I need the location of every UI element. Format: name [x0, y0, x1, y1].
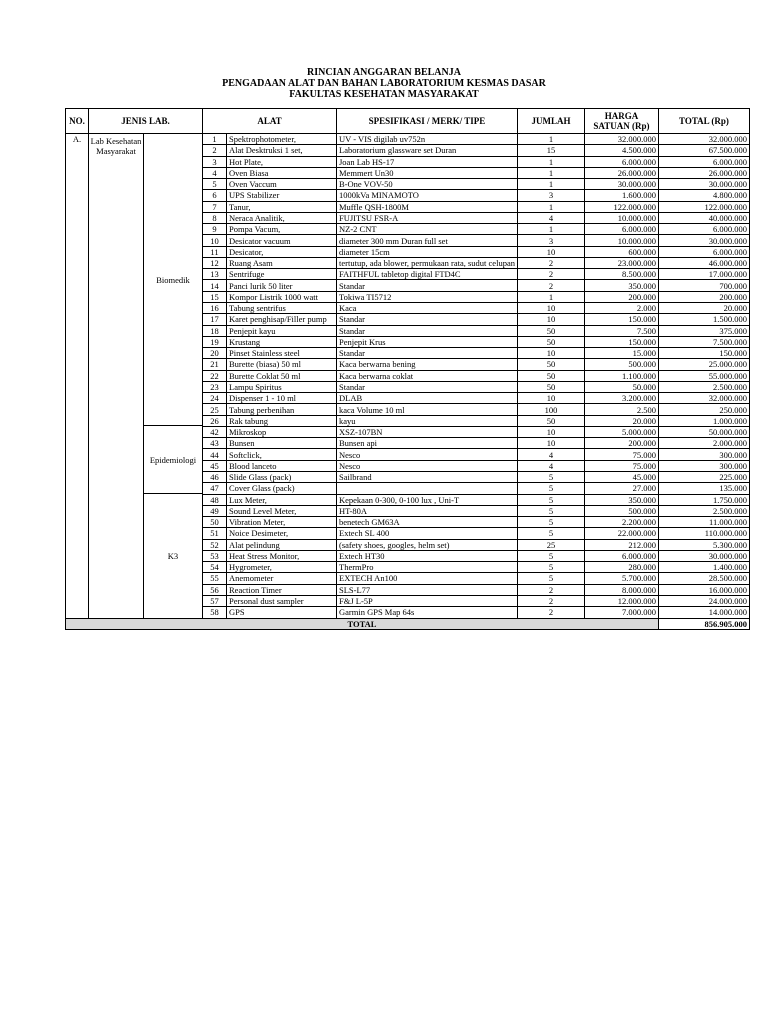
item-harga-satuan: 20.000	[584, 415, 658, 426]
item-alat: Burette (biasa) 50 ml	[227, 359, 337, 370]
item-jumlah: 5	[517, 550, 584, 561]
item-jumlah: 1	[517, 156, 584, 167]
item-number: 9	[203, 224, 227, 235]
item-total: 30.000.000	[658, 179, 749, 190]
item-jumlah: 50	[517, 336, 584, 347]
item-alat: Dispenser 1 - 10 ml	[227, 393, 337, 404]
item-jumlah: 10	[517, 438, 584, 449]
item-jumlah: 5	[517, 505, 584, 516]
item-number: 1	[203, 134, 227, 145]
item-harga-satuan: 1.100.000	[584, 370, 658, 381]
item-alat: Tabung perbenihan	[227, 404, 337, 415]
item-harga-satuan: 26.000.000	[584, 167, 658, 178]
item-total: 200.000	[658, 291, 749, 302]
item-number: 46	[203, 471, 227, 482]
item-total: 55.000.000	[658, 370, 749, 381]
item-spesifikasi: Standar	[337, 348, 518, 359]
item-jumlah: 2	[517, 257, 584, 268]
item-alat: Hygrometer,	[227, 562, 337, 573]
item-alat: Personal dust sampler	[227, 595, 337, 606]
group-name: K3	[144, 493, 202, 617]
item-jumlah: 4	[517, 449, 584, 460]
item-jumlah: 50	[517, 370, 584, 381]
item-alat: Ruang Asam	[227, 257, 337, 268]
item-alat: Kompor Listrik 1000 watt	[227, 291, 337, 302]
item-alat: Reaction Timer	[227, 584, 337, 595]
item-jumlah: 15	[517, 145, 584, 156]
item-number: 16	[203, 302, 227, 313]
item-alat: Tabung sentrifus	[227, 302, 337, 313]
item-jumlah: 25	[517, 539, 584, 550]
item-total: 6.000.000	[658, 246, 749, 257]
item-harga-satuan: 212.000	[584, 539, 658, 550]
item-alat: Vibration Meter,	[227, 517, 337, 528]
item-number: 13	[203, 269, 227, 280]
title-line-2: PENGADAAN ALAT DAN BAHAN LABORATORIUM KESMAS DASAR	[222, 78, 546, 89]
item-spesifikasi: kayu	[337, 415, 518, 426]
item-jumlah: 1	[517, 291, 584, 302]
item-number: 10	[203, 235, 227, 246]
item-harga-satuan: 8.000.000	[584, 584, 658, 595]
item-harga-satuan: 150.000	[584, 314, 658, 325]
item-alat: Sound Level Meter,	[227, 505, 337, 516]
item-spesifikasi: Kepekaan 0-300, 0-100 lux , Uni-T	[337, 494, 518, 505]
item-jumlah: 100	[517, 404, 584, 415]
total-label: TOTAL	[66, 618, 659, 629]
item-spesifikasi: ThermPro	[337, 562, 518, 573]
item-spesifikasi: Kaca	[337, 302, 518, 313]
item-number: 44	[203, 449, 227, 460]
item-spesifikasi: Extech HT30	[337, 550, 518, 561]
item-number: 2	[203, 145, 227, 156]
item-alat: Bunsen	[227, 438, 337, 449]
item-spesifikasi: kaca Volume 10 ml	[337, 404, 518, 415]
item-harga-satuan: 45.000	[584, 471, 658, 482]
item-total: 1.400.000	[658, 562, 749, 573]
item-spesifikasi	[337, 483, 518, 494]
item-jumlah: 1	[517, 224, 584, 235]
item-total: 25.000.000	[658, 359, 749, 370]
item-spesifikasi: HT-80A	[337, 505, 518, 516]
item-harga-satuan: 3.200.000	[584, 393, 658, 404]
item-harga-satuan: 350.000	[584, 494, 658, 505]
item-alat: Alat pelindung	[227, 539, 337, 550]
header-jenis-lab: JENIS LAB.	[89, 109, 203, 134]
item-jumlah: 50	[517, 325, 584, 336]
item-alat: Slide Glass (pack)	[227, 471, 337, 482]
item-harga-satuan: 6.000.000	[584, 550, 658, 561]
item-alat: Sentrifuge	[227, 269, 337, 280]
item-total: 4.800.000	[658, 190, 749, 201]
item-alat: UPS Stabilizer	[227, 190, 337, 201]
item-spesifikasi: tertutup, ada blower, permukaan rata, sudut celupan	[337, 257, 518, 268]
item-number: 26	[203, 415, 227, 426]
item-jumlah: 2	[517, 280, 584, 291]
item-number: 11	[203, 246, 227, 257]
item-jumlah: 4	[517, 212, 584, 223]
item-number: 58	[203, 607, 227, 618]
item-number: 8	[203, 212, 227, 223]
item-harga-satuan: 4.500.000	[584, 145, 658, 156]
item-alat: Mikroskop	[227, 426, 337, 437]
item-spesifikasi: 1000kVa MINAMOTO	[337, 190, 518, 201]
item-jumlah: 1	[517, 167, 584, 178]
item-jumlah: 5	[517, 517, 584, 528]
item-spesifikasi: DLAB	[337, 393, 518, 404]
item-harga-satuan: 1.600.000	[584, 190, 658, 201]
item-number: 42	[203, 426, 227, 437]
item-jumlah: 50	[517, 359, 584, 370]
item-total: 7.500.000	[658, 336, 749, 347]
item-spesifikasi: Penjepit Krus	[337, 336, 518, 347]
item-jumlah: 10	[517, 302, 584, 313]
item-harga-satuan: 2.500	[584, 404, 658, 415]
item-harga-satuan: 2.200.000	[584, 517, 658, 528]
item-total: 700.000	[658, 280, 749, 291]
item-spesifikasi: Extech SL 400	[337, 528, 518, 539]
item-number: 48	[203, 494, 227, 505]
item-spesifikasi: Bunsen api	[337, 438, 518, 449]
item-jumlah: 2	[517, 269, 584, 280]
item-total: 14.000.000	[658, 607, 749, 618]
item-number: 21	[203, 359, 227, 370]
title-line-1: RINCIAN ANGGARAN BELANJA	[307, 67, 461, 78]
item-number: 47	[203, 483, 227, 494]
header-harga-satuan: HARGA SATUAN (Rp)	[584, 109, 658, 134]
item-total: 1.000.000	[658, 415, 749, 426]
lab-group-cell	[89, 134, 203, 619]
item-alat: GPS	[227, 607, 337, 618]
item-number: 18	[203, 325, 227, 336]
item-number: 14	[203, 280, 227, 291]
item-total: 28.500.000	[658, 573, 749, 584]
item-spesifikasi: Nesco	[337, 460, 518, 471]
item-total: 26.000.000	[658, 167, 749, 178]
item-spesifikasi: NZ-2 CNT	[337, 224, 518, 235]
item-total: 32.000.000	[658, 393, 749, 404]
item-jumlah: 1	[517, 179, 584, 190]
table-body	[66, 134, 750, 619]
item-harga-satuan: 280.000	[584, 562, 658, 573]
item-total: 16.000.000	[658, 584, 749, 595]
item-spesifikasi: Tokiwa TI5712	[337, 291, 518, 302]
item-harga-satuan: 10.000.000	[584, 235, 658, 246]
lab-group-wrap	[89, 134, 202, 618]
item-harga-satuan: 10.000.000	[584, 212, 658, 223]
item-harga-satuan: 122.000.000	[584, 201, 658, 212]
item-number: 15	[203, 291, 227, 302]
item-total: 135.000	[658, 483, 749, 494]
item-number: 7	[203, 201, 227, 212]
item-total: 17.000.000	[658, 269, 749, 280]
item-number: 51	[203, 528, 227, 539]
item-total: 300.000	[658, 449, 749, 460]
item-jumlah: 3	[517, 235, 584, 246]
item-number: 55	[203, 573, 227, 584]
item-jumlah: 5	[517, 483, 584, 494]
item-number: 45	[203, 460, 227, 471]
item-total: 50.000.000	[658, 426, 749, 437]
item-jumlah: 50	[517, 381, 584, 392]
total-value: 856.905.000	[658, 618, 749, 629]
item-jumlah: 10	[517, 426, 584, 437]
item-number: 43	[203, 438, 227, 449]
header-alat: ALAT	[203, 109, 337, 134]
item-harga-satuan: 23.000.000	[584, 257, 658, 268]
item-harga-satuan: 7.000.000	[584, 607, 658, 618]
item-spesifikasi: Standar	[337, 280, 518, 291]
item-alat: Spektrophotometer,	[227, 134, 337, 145]
item-total: 250.000	[658, 404, 749, 415]
item-number: 23	[203, 381, 227, 392]
item-total: 375.000	[658, 325, 749, 336]
item-harga-satuan: 600.000	[584, 246, 658, 257]
item-number: 22	[203, 370, 227, 381]
item-number: 20	[203, 348, 227, 359]
item-jumlah: 5	[517, 562, 584, 573]
item-total: 11.000.000	[658, 517, 749, 528]
item-total: 40.000.000	[658, 212, 749, 223]
group-name: Epidemiologi	[144, 425, 202, 493]
item-alat: Krustang	[227, 336, 337, 347]
item-jumlah: 10	[517, 314, 584, 325]
item-spesifikasi: Joan Lab HS-17	[337, 156, 518, 167]
item-harga-satuan: 5.000.000	[584, 426, 658, 437]
item-alat: Lampu Spiritus	[227, 381, 337, 392]
item-total: 30.000.000	[658, 550, 749, 561]
item-number: 6	[203, 190, 227, 201]
item-harga-satuan: 7.500	[584, 325, 658, 336]
item-spesifikasi: UV - VIS digilab uv752n	[337, 134, 518, 145]
item-total: 6.000.000	[658, 156, 749, 167]
item-alat: Anemometer	[227, 573, 337, 584]
item-number: 3	[203, 156, 227, 167]
item-spesifikasi: Kaca berwarna coklat	[337, 370, 518, 381]
item-harga-satuan: 22.000.000	[584, 528, 658, 539]
item-harga-satuan: 8.500.000	[584, 269, 658, 280]
item-harga-satuan: 500.000	[584, 359, 658, 370]
item-total: 30.000.000	[658, 235, 749, 246]
item-spesifikasi: Nesco	[337, 449, 518, 460]
item-total: 225.000	[658, 471, 749, 482]
item-number: 57	[203, 595, 227, 606]
item-total: 67.500.000	[658, 145, 749, 156]
item-harga-satuan: 6.000.000	[584, 156, 658, 167]
item-spesifikasi: FAITHFUL tabletop digital FTD4C	[337, 269, 518, 280]
item-jumlah: 5	[517, 573, 584, 584]
header-spesifikasi: SPESIFIKASI / MERK/ TIPE	[337, 109, 518, 134]
item-total: 6.000.000	[658, 224, 749, 235]
item-harga-satuan: 50.000	[584, 381, 658, 392]
item-spesifikasi: EXTECH An100	[337, 573, 518, 584]
item-alat: Tanur,	[227, 201, 337, 212]
item-number: 56	[203, 584, 227, 595]
item-jumlah: 1	[517, 134, 584, 145]
item-number: 19	[203, 336, 227, 347]
item-jumlah: 4	[517, 460, 584, 471]
item-alat: Karet penghisap/Filler pump	[227, 314, 337, 325]
total-row	[66, 618, 750, 629]
item-alat: Desicator vacuum	[227, 235, 337, 246]
item-jumlah: 10	[517, 246, 584, 257]
group-column	[143, 134, 202, 618]
item-spesifikasi: XSZ-107BN	[337, 426, 518, 437]
item-number: 52	[203, 539, 227, 550]
item-total: 20.000	[658, 302, 749, 313]
item-spesifikasi: diameter 15cm	[337, 246, 518, 257]
table-header	[66, 109, 750, 134]
item-alat: Alat Desktruksi 1 set,	[227, 145, 337, 156]
item-jumlah: 2	[517, 607, 584, 618]
item-number: 50	[203, 517, 227, 528]
item-spesifikasi: Laboratorium glassware set Duran	[337, 145, 518, 156]
item-spesifikasi: Muffle QSH-1800M	[337, 201, 518, 212]
item-number: 24	[203, 393, 227, 404]
section-number: A.	[66, 134, 89, 619]
item-harga-satuan: 30.000.000	[584, 179, 658, 190]
item-spesifikasi: Kaca berwarna bening	[337, 359, 518, 370]
item-total: 46.000.000	[658, 257, 749, 268]
item-harga-satuan: 200.000	[584, 291, 658, 302]
lab-name: Lab Kesehatan Masyarakat	[90, 136, 142, 156]
item-alat: Softclick,	[227, 449, 337, 460]
item-jumlah: 5	[517, 494, 584, 505]
item-jumlah: 2	[517, 584, 584, 595]
group-name: Biomedik	[156, 274, 190, 285]
item-alat: Panci lurik 50 liter	[227, 280, 337, 291]
item-total: 122.000.000	[658, 201, 749, 212]
item-number: 25	[203, 404, 227, 415]
item-total: 2.000.000	[658, 438, 749, 449]
item-spesifikasi: F&J L-5P	[337, 595, 518, 606]
item-number: 17	[203, 314, 227, 325]
item-total: 5.300.000	[658, 539, 749, 550]
item-total: 24.000.000	[658, 595, 749, 606]
item-jumlah: 50	[517, 415, 584, 426]
item-jumlah: 10	[517, 348, 584, 359]
item-total: 1.500.000	[658, 314, 749, 325]
item-jumlah: 5	[517, 471, 584, 482]
item-spesifikasi: Garmin GPS Map 64s	[337, 607, 518, 618]
item-number: 53	[203, 550, 227, 561]
item-total: 2.500.000	[658, 381, 749, 392]
item-spesifikasi: Memmert Un30	[337, 167, 518, 178]
item-alat: Penjepit kayu	[227, 325, 337, 336]
item-total: 2.500.000	[658, 505, 749, 516]
item-jumlah: 5	[517, 528, 584, 539]
item-total: 300.000	[658, 460, 749, 471]
item-spesifikasi: (safety shoes, googles, helm set)	[337, 539, 518, 550]
item-alat: Lux Meter,	[227, 494, 337, 505]
item-alat: Cover Glass (pack)	[227, 483, 337, 494]
item-alat: Oven Biasa	[227, 167, 337, 178]
item-alat: Burette Coklat 50 ml	[227, 370, 337, 381]
item-number: 12	[203, 257, 227, 268]
item-alat: Desicator,	[227, 246, 337, 257]
item-harga-satuan: 15.000	[584, 348, 658, 359]
item-alat: Heat Stress Monitor,	[227, 550, 337, 561]
item-total: 1.750.000	[658, 494, 749, 505]
item-alat: Neraca Analitik,	[227, 212, 337, 223]
item-harga-satuan: 12.000.000	[584, 595, 658, 606]
item-spesifikasi: diameter 300 mm Duran full set	[337, 235, 518, 246]
budget-table	[65, 108, 750, 630]
item-spesifikasi: FUJITSU FSR-A	[337, 212, 518, 223]
item-number: 4	[203, 167, 227, 178]
item-harga-satuan: 5.700.000	[584, 573, 658, 584]
header-total: TOTAL (Rp)	[658, 109, 749, 134]
item-harga-satuan: 75.000	[584, 449, 658, 460]
item-harga-satuan: 27.000	[584, 483, 658, 494]
item-total: 110.000.000	[658, 528, 749, 539]
item-spesifikasi: Sailbrand	[337, 471, 518, 482]
item-harga-satuan: 2.000	[584, 302, 658, 313]
item-harga-satuan: 200.000	[584, 438, 658, 449]
title-line-3: FAKULTAS KESEHATAN MASYARAKAT	[289, 89, 479, 100]
item-number: 5	[203, 179, 227, 190]
item-alat: Pompa Vacum,	[227, 224, 337, 235]
item-number: 49	[203, 505, 227, 516]
item-jumlah: 2	[517, 595, 584, 606]
item-harga-satuan: 75.000	[584, 460, 658, 471]
item-spesifikasi: benetech GM63A	[337, 517, 518, 528]
item-total: 32.000.000	[658, 134, 749, 145]
item-spesifikasi: Standar	[337, 381, 518, 392]
item-alat: Oven Vaccum	[227, 179, 337, 190]
table-row	[66, 134, 750, 145]
item-spesifikasi: SLS-L77	[337, 584, 518, 595]
item-harga-satuan: 32.000.000	[584, 134, 658, 145]
item-spesifikasi: Standar	[337, 314, 518, 325]
item-number: 54	[203, 562, 227, 573]
item-harga-satuan: 350.000	[584, 280, 658, 291]
item-jumlah: 1	[517, 201, 584, 212]
item-jumlah: 10	[517, 393, 584, 404]
item-alat: Rak tabung	[227, 415, 337, 426]
item-alat: Hot Plate,	[227, 156, 337, 167]
item-harga-satuan: 6.000.000	[584, 224, 658, 235]
item-alat: Blood lanceto	[227, 460, 337, 471]
item-spesifikasi: B-One VOV-50	[337, 179, 518, 190]
item-alat: Noice Desimeter,	[227, 528, 337, 539]
header-no: NO.	[66, 109, 89, 134]
item-alat: Pinset Stainless steel	[227, 348, 337, 359]
item-harga-satuan: 500.000	[584, 505, 658, 516]
item-total: 150.000	[658, 348, 749, 359]
item-harga-satuan: 150.000	[584, 336, 658, 347]
header-jumlah: JUMLAH	[517, 109, 584, 134]
item-jumlah: 3	[517, 190, 584, 201]
item-spesifikasi: Standar	[337, 325, 518, 336]
